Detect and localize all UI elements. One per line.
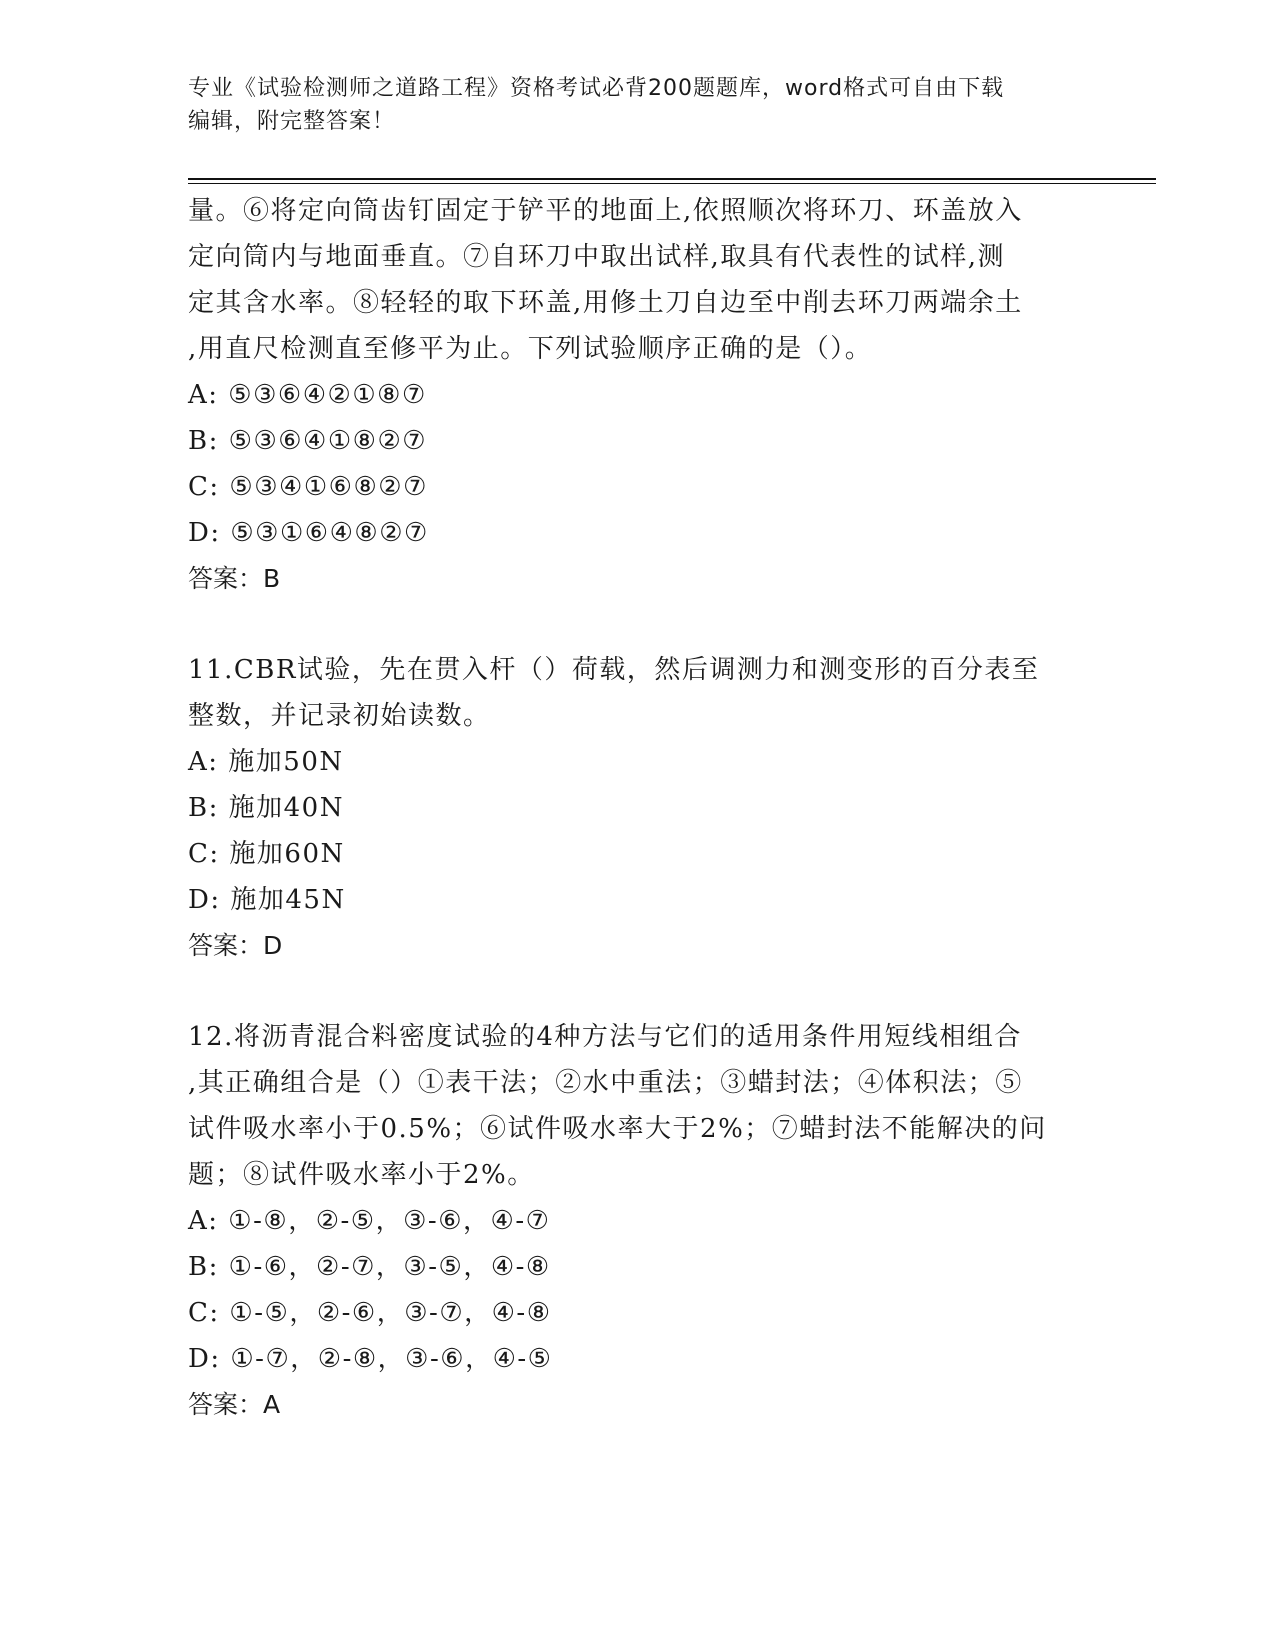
question-text-line: 定其含水率。⑧轻轻的取下环盖,用修土刀自边至中削去环刀两端余土 bbox=[188, 288, 1023, 318]
option-b: B: ⑤③⑥④①⑧②⑦ bbox=[188, 426, 428, 456]
question-text-line: 定向筒内与地面垂直。⑦自环刀中取出试样,取具有代表性的试样,测 bbox=[188, 242, 1006, 272]
header-rule-thin bbox=[188, 183, 1156, 184]
option-a: A: 施加50N bbox=[188, 747, 344, 777]
question-12 bbox=[188, 1014, 1078, 1428]
answer-line: 答案：B bbox=[188, 564, 281, 593]
question-text-line: 试件吸水率小于0.5%；⑥试件吸水率大于2%；⑦蜡封法不能解决的问 bbox=[188, 1114, 1047, 1144]
question-text-line: 量。⑥将定向筒齿钉固定于铲平的地面上,依照顺次将环刀、环盖放入 bbox=[188, 196, 1023, 226]
option-b: B: ①-⑥，②-⑦，③-⑤，④-⑧ bbox=[188, 1252, 551, 1282]
option-d: D: ①-⑦，②-⑧，③-⑥，④-⑤ bbox=[188, 1344, 553, 1374]
option-a: A: ⑤③⑥④②①⑧⑦ bbox=[188, 380, 427, 410]
question-11 bbox=[188, 647, 1078, 969]
question-spacer bbox=[188, 602, 1078, 647]
option-c: C: ①-⑤，②-⑥，③-⑦，④-⑧ bbox=[188, 1298, 552, 1328]
option-b: B: 施加40N bbox=[188, 793, 344, 823]
option-c: C: ⑤③④①⑥⑧②⑦ bbox=[188, 472, 428, 502]
question-10 bbox=[188, 188, 1078, 602]
question-text-line: 12.将沥青混合料密度试验的4种方法与它们的适用条件用短线相组合 bbox=[188, 1022, 1022, 1052]
header-rule-thick bbox=[188, 178, 1156, 180]
document-body bbox=[188, 188, 1078, 1428]
header-line-1: 专业《试验检测师之道路工程》资格考试必背200题题库，word格式可自由下载 bbox=[188, 76, 1005, 101]
question-text-line: 11.CBR试验，先在贯入杆（）荷载，然后调测力和测变形的百分表至 bbox=[188, 655, 1040, 685]
option-c: C: 施加60N bbox=[188, 839, 345, 869]
question-text-line: ,其正确组合是（）①表干法；②水中重法；③蜡封法；④体积法；⑤ bbox=[188, 1068, 1023, 1098]
option-a: A: ①-⑧，②-⑤，③-⑥，④-⑦ bbox=[188, 1206, 551, 1236]
question-text-line: ,用直尺检测直至修平为止。下列试验顺序正确的是（）。 bbox=[188, 334, 873, 364]
answer-line: 答案：A bbox=[188, 1390, 281, 1419]
header-line-2: 编辑，附完整答案！ bbox=[188, 109, 396, 134]
answer-line: 答案：D bbox=[188, 931, 283, 960]
question-text-line: 整数，并记录初始读数。 bbox=[188, 701, 491, 731]
question-spacer bbox=[188, 969, 1078, 1014]
question-text-line: 题；⑧试件吸水率小于2%。 bbox=[188, 1160, 535, 1190]
option-d: D: 施加45N bbox=[188, 885, 346, 915]
option-d: D: ⑤③①⑥④⑧②⑦ bbox=[188, 518, 429, 548]
document-header bbox=[188, 72, 1068, 138]
